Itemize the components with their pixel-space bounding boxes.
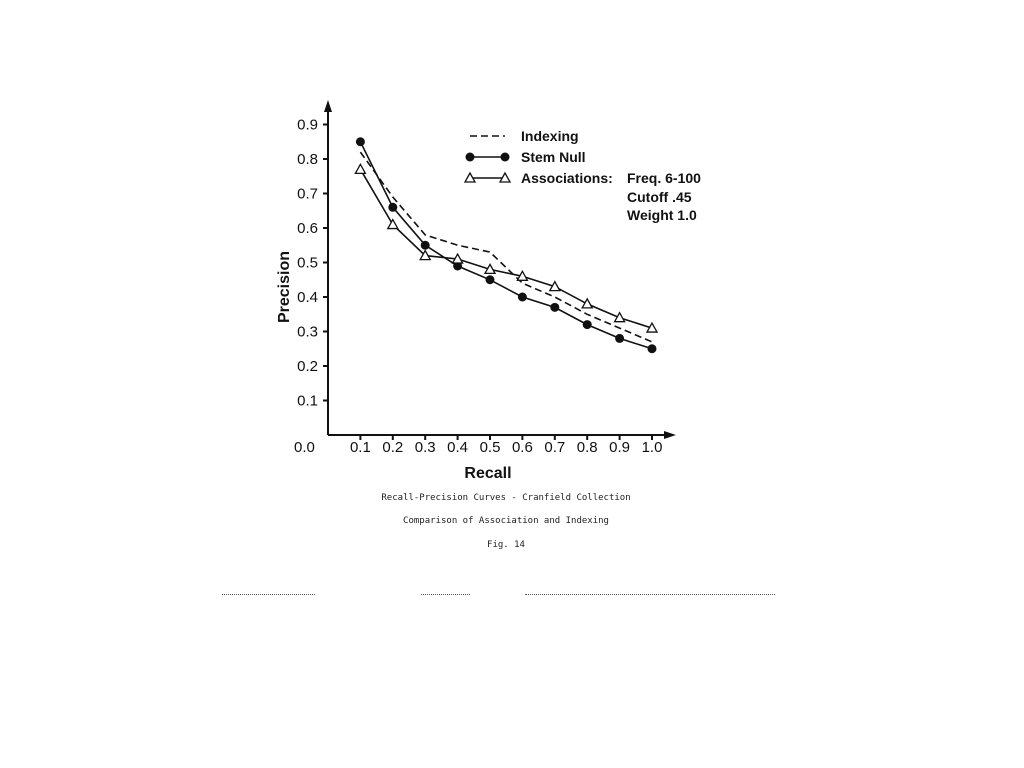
y-axis-arrow [324, 100, 332, 112]
x-tick-label: 1.0 [641, 439, 663, 456]
data-point [388, 220, 398, 229]
axes [324, 100, 676, 439]
data-point [583, 320, 592, 329]
y-tick-label: 0.7 [297, 185, 318, 203]
caption-line-2: Comparison of Association and Indexing [403, 516, 609, 526]
series-2 [355, 164, 657, 332]
x-tick-label: 0.7 [544, 439, 566, 456]
data-point [356, 137, 365, 146]
data-point [486, 275, 495, 284]
data-point [648, 344, 657, 353]
y-tick-label: 0.1 [297, 392, 318, 410]
data-point [388, 203, 397, 212]
data-point [421, 241, 430, 250]
y-tick-label: 0.8 [297, 151, 318, 168]
x-tick-label: 0.1 [349, 439, 371, 456]
series-line [360, 169, 652, 328]
legend-label: Stem Null [521, 149, 586, 165]
x-tick-label: 0.2 [382, 439, 404, 456]
legend-label: Indexing [521, 128, 579, 144]
legend-note-line: Weight 1.0 [627, 207, 697, 223]
y-tick-label: 0.6 [297, 220, 318, 237]
y-tick-label: 0.3 [297, 323, 318, 341]
x-tick-label: 0.3 [414, 439, 436, 456]
data-point [550, 303, 559, 312]
x-tick-label: 0.6 [511, 439, 533, 456]
legend-note-line: Freq. 6-100 [627, 170, 701, 186]
bottom-rule-right [525, 594, 775, 595]
data-point [615, 313, 625, 322]
bottom-rule-middle [421, 594, 470, 595]
y-tick-label: 0.5 [297, 254, 318, 272]
data-point [582, 299, 592, 308]
legend-swatch-marker [501, 153, 510, 162]
x-tick-label: 0.4 [447, 439, 469, 456]
y-tick-label: 0.9 [297, 116, 318, 134]
x-tick-label: 0.8 [576, 439, 598, 456]
caption-line-3: Fig. 14 [487, 540, 525, 550]
origin-label: 0.0 [294, 439, 315, 456]
caption-line-1: Recall-Precision Curves - Cranfield Collection [381, 493, 631, 503]
x-tick-label: 0.5 [479, 439, 501, 456]
legend-note-line: Cutoff .45 [627, 189, 692, 205]
y-tick-label: 0.4 [297, 289, 318, 306]
data-point [615, 334, 624, 343]
legend-swatch-marker [466, 153, 475, 162]
x-axis-title: Recall [464, 465, 512, 482]
y-tick-label: 0.2 [297, 358, 318, 375]
bottom-rule-left [222, 594, 315, 595]
y-ticks [297, 117, 328, 410]
legend-label: Associations: [521, 170, 613, 186]
x-ticks [350, 435, 662, 456]
legend [465, 128, 701, 223]
y-axis-title: Precision [276, 250, 293, 324]
data-point [518, 293, 527, 302]
x-tick-label: 0.9 [609, 439, 631, 456]
x-axis-arrow [664, 431, 676, 439]
data-point [355, 164, 365, 173]
